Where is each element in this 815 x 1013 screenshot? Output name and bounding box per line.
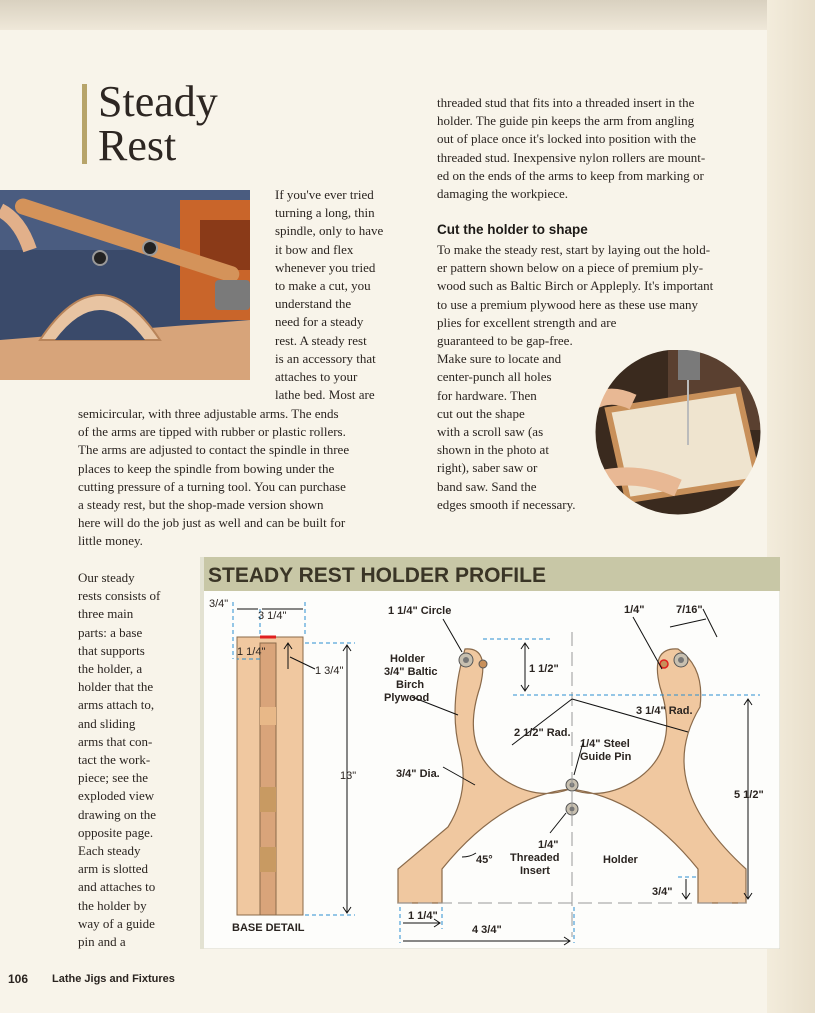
text-line: need for a steady — [275, 314, 364, 330]
text-line: semicircular, with three adjustable arms. The ends — [78, 406, 339, 421]
text-line: ed on the ends of the arms to keep from marking or — [437, 167, 704, 183]
text-line: arm is slotted — [78, 861, 149, 877]
text-line: arms that con- — [78, 733, 153, 749]
text-line: understand the — [275, 296, 352, 312]
text-line: three main — [78, 606, 134, 622]
text-line: threaded stud. Inexpensive nylon rollers are mount- — [437, 149, 706, 165]
text-line: is an accessory that — [275, 350, 376, 366]
holder-label-4: Plywood — [384, 692, 430, 704]
holder-side-label: Holder — [603, 854, 638, 866]
dim-top-7-16: 7/16" — [676, 604, 703, 616]
right-top-paragraph — [437, 94, 705, 203]
text-line: rests consists of — [78, 588, 161, 604]
dim-top-quarter: 1/4" — [624, 604, 645, 616]
guide-pin-label-2: Guide Pin — [580, 751, 632, 763]
steady-rest-holder-profile-diagram — [200, 557, 780, 949]
text-line: with a scroll saw (as — [437, 424, 544, 440]
text-line: it bow and flex — [275, 241, 354, 257]
dim-radius-big: 3 1/4" Rad. — [636, 705, 693, 717]
text-line: of the arms are tipped with rubber or plastic rollers. — [78, 424, 346, 440]
article-title — [98, 77, 218, 170]
text-line: attaches to your — [275, 369, 358, 385]
text-line: damaging the workpiece. — [437, 186, 569, 202]
intro-paragraph-wide — [78, 405, 349, 551]
text-line: guaranteed to be gap-free. — [437, 333, 573, 349]
dim-foot-height: 3/4" — [652, 886, 673, 898]
text-line: tact the work- — [78, 752, 151, 768]
dim-circle: 1 1/4" Circle — [388, 605, 452, 617]
steady-rest-photo — [0, 190, 250, 380]
text-line: rest. A steady rest — [275, 332, 367, 348]
text-line: shown in the photo at — [437, 442, 549, 458]
page-number: 106 — [8, 972, 29, 986]
dim-radius-small: 2 1/2" Rad. — [514, 727, 571, 739]
base-dim-3-4: 3/4" — [209, 598, 229, 610]
text-line: spindle, only to have — [275, 223, 384, 239]
holder-label-1: Holder — [390, 653, 425, 665]
holder-label-2: 3/4" Baltic — [384, 666, 438, 678]
base-dim-1-3-4: 1 3/4" — [315, 665, 344, 677]
text-line: arms attach to, — [78, 697, 155, 713]
title-line-2: Rest — [98, 121, 177, 170]
text-line: threaded stud that fits into a threaded insert in the — [437, 95, 695, 110]
text-line: cutting pressure of a turning tool. You can purchase — [78, 478, 346, 494]
dim-5-1-2: 5 1/2" — [734, 789, 764, 801]
text-line: holder that the — [78, 679, 154, 695]
text-line: places to keep the spindle from bowing under the — [78, 460, 335, 476]
holder-label-3: Birch — [396, 679, 425, 691]
base-dim-13: 13" — [340, 770, 357, 782]
text-line: The arms are adjusted to contact the spindle in three — [78, 442, 350, 458]
base-detail-label: BASE DETAIL — [232, 922, 305, 934]
text-line: cut out the shape — [437, 405, 525, 421]
title-accent-bar — [82, 84, 87, 164]
text-line: wood such as Baltic Birch or Appleply. It's important — [437, 278, 714, 294]
text-line: edges smooth if necessary. — [437, 496, 576, 512]
text-line: here will do the job just as well and can be built for — [78, 515, 346, 531]
page-top-shadow — [0, 0, 815, 30]
text-line: plies for excellent strength and are — [437, 314, 617, 330]
text-line: er pattern shown below on a piece of premium ply- — [437, 260, 704, 276]
text-line: turning a long, thin — [275, 205, 375, 221]
text-line: lathe bed. Most are — [275, 387, 375, 403]
text-line: Each steady — [78, 843, 141, 859]
text-line: band saw. Sand the — [437, 478, 537, 494]
insert-label-2: Threaded — [510, 852, 560, 864]
text-line: and attaches to — [78, 879, 156, 895]
intro-paragraph-narrow — [275, 186, 383, 404]
text-line: If you've ever tried — [275, 187, 374, 202]
text-line: and sliding — [78, 715, 136, 731]
left-column-paragraph — [78, 569, 160, 951]
title-line-1: Steady — [98, 77, 218, 126]
text-line: that supports — [78, 642, 145, 658]
text-line: to use a premium plywood here as these use many — [437, 296, 699, 312]
text-line: Make sure to locate and — [437, 351, 562, 367]
dim-diameter: 3/4" Dia. — [396, 768, 440, 780]
text-line: the holder, a — [78, 661, 143, 677]
guide-pin-label-1: 1/4" Steel — [580, 738, 630, 750]
text-line: Our steady — [78, 570, 135, 585]
text-line: center-punch all holes — [437, 369, 552, 385]
text-line: piece; see the — [78, 770, 149, 786]
text-line: To make the steady rest, start by laying out the hold- — [437, 242, 711, 257]
text-line: the holder by — [78, 897, 147, 913]
insert-label-1: 1/4" — [538, 839, 559, 851]
text-line: little money. — [78, 533, 143, 549]
text-line: whenever you tried — [275, 259, 376, 275]
text-line: to make a cut, you — [275, 278, 371, 294]
base-dim-3-1-4: 3 1/4" — [258, 610, 287, 622]
text-line: opposite page. — [78, 824, 154, 840]
running-footer: Lathe Jigs and Fixtures — [52, 973, 175, 985]
text-line: out of place once it's locked into position with the — [437, 131, 697, 147]
insert-label-3: Insert — [520, 865, 550, 877]
base-dim-1-1-4: 1 1/4" — [237, 646, 266, 658]
text-line: way of a guide — [78, 915, 155, 931]
text-line: pin and a — [78, 934, 126, 950]
text-line: a steady rest, but the shop-made version shown — [78, 497, 324, 513]
text-line: for hardware. Then — [437, 387, 537, 403]
dim-foot-width: 1 1/4" — [408, 910, 438, 922]
dim-half-width: 4 3/4" — [472, 924, 502, 936]
scroll-saw-photo — [588, 350, 764, 518]
dim-1-1-2: 1 1/2" — [529, 663, 559, 675]
text-line: parts: a base — [78, 624, 143, 640]
diagram-title: STEADY REST HOLDER PROFILE — [208, 564, 546, 587]
section-heading: Cut the holder to shape — [437, 222, 588, 237]
text-line: exploded view — [78, 788, 155, 804]
dim-angle: 45° — [476, 854, 493, 866]
text-line: drawing on the — [78, 806, 156, 822]
text-line: right), saber saw or — [437, 460, 538, 476]
text-line: holder. The guide pin keeps the arm from angling — [437, 113, 695, 129]
